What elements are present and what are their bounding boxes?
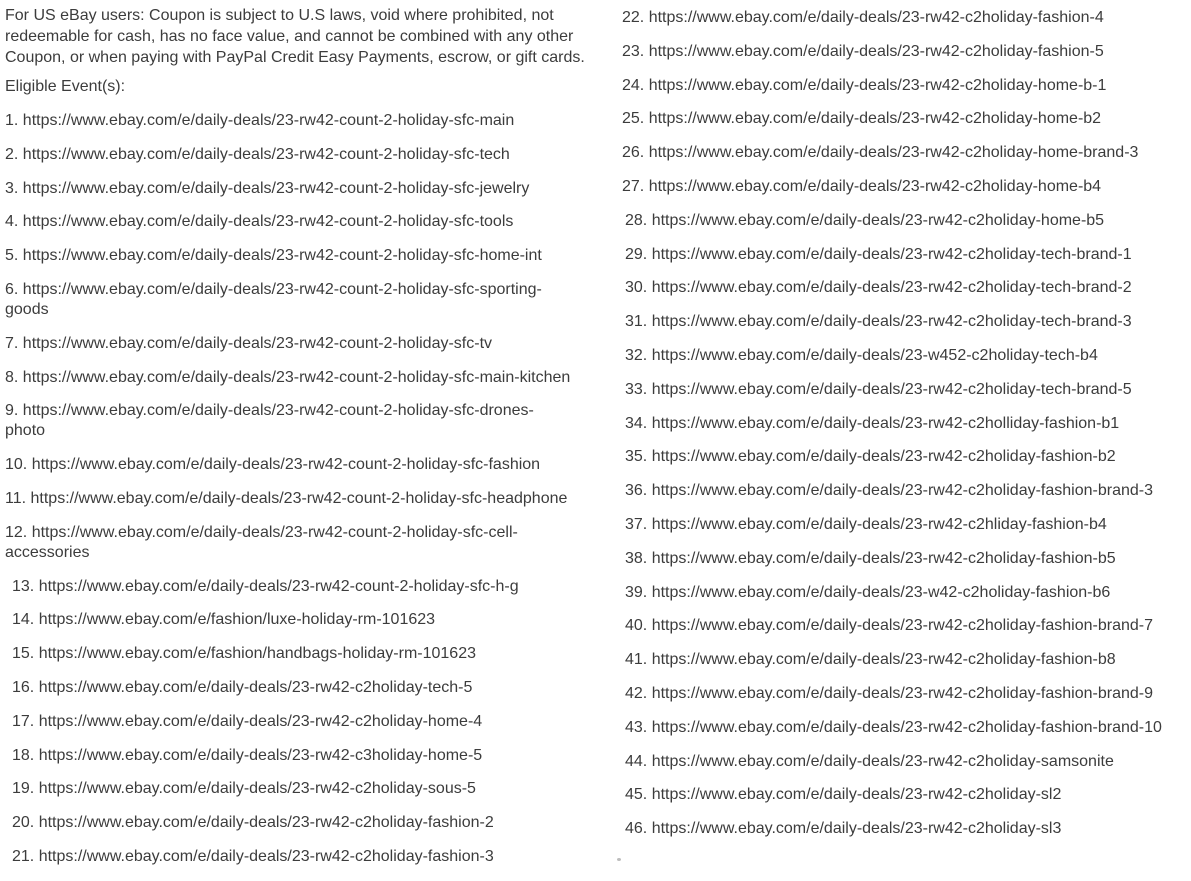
event-url-text: https://www.ebay.com/e/daily-deals/23-rw42-c2holiday-fashion-b8	[651, 651, 1116, 669]
event-url-item	[5, 179, 605, 199]
event-url-item	[622, 785, 1191, 805]
event-url-text: https://www.ebay.com/e/daily-deals/23-rw42-c2holiday-tech-brand-2	[651, 279, 1132, 297]
event-url-text: https://www.ebay.com/e/daily-deals/23-rw42-c2holiday-samsonite	[651, 752, 1114, 770]
event-url-item	[622, 76, 1191, 96]
event-url-item	[5, 712, 605, 732]
event-url-item	[5, 678, 605, 698]
event-url-text: https://www.ebay.com/e/daily-deals/23-rw42-count-2-holiday-sfc-main	[22, 112, 515, 129]
event-url-text: https://www.ebay.com/e/daily-deals/23-rw42-count-2-holiday-sfc-tv	[22, 334, 493, 352]
event-url-text: https://www.ebay.com/e/daily-deals/23-rw42-count-2-holiday-sfc-cell-accessories	[5, 523, 518, 561]
item-number: 25.	[622, 110, 645, 128]
event-url-item	[622, 447, 1191, 467]
item-number: 42.	[625, 684, 648, 702]
item-number: 43.	[625, 718, 648, 736]
item-number: 21.	[12, 847, 35, 865]
event-url-item	[5, 779, 605, 799]
item-number: 19.	[12, 780, 35, 798]
event-url-text: https://www.ebay.com/e/daily-deals/23-rw42-c2holiday-fashion-2	[38, 814, 494, 832]
item-number: 20.	[12, 814, 35, 832]
event-url-text: https://www.ebay.com/e/daily-deals/23-rw42-c2holiday-fashion-3	[38, 847, 494, 865]
event-url-text: https://www.ebay.com/e/daily-deals/23-rw42-c2holiday-fashion-brand-3	[651, 482, 1153, 500]
item-number: 4.	[5, 213, 19, 231]
item-number: 36.	[625, 482, 648, 500]
event-url-item	[5, 368, 605, 388]
event-url-text: https://www.ebay.com/e/fashion/handbags-holiday-rm-101623	[38, 645, 476, 663]
event-url-item	[622, 211, 1191, 231]
item-number: 15.	[12, 645, 35, 663]
stray-mark	[617, 858, 621, 861]
event-url-text: https://www.ebay.com/e/daily-deals/23-rw42-count-2-holiday-sfc-sporting-goods	[5, 280, 542, 318]
event-url-text: https://www.ebay.com/e/daily-deals/23-rw42-c2holiday-tech-brand-3	[651, 313, 1132, 331]
event-url-text: https://www.ebay.com/e/daily-deals/23-rw42-count-2-holiday-sfc-drones-photo	[5, 402, 534, 440]
item-number: 9.	[5, 402, 19, 420]
event-url-item	[5, 280, 554, 320]
event-url-item	[5, 401, 545, 441]
item-number: 24.	[622, 76, 645, 94]
event-url-text: https://www.ebay.com/e/daily-deals/23-rw42-c2holliday-fashion-b1	[651, 414, 1120, 432]
event-url-text: https://www.ebay.com/e/daily-deals/23-rw42-c2holiday-home-b2	[648, 110, 1102, 128]
event-url-item	[622, 143, 1191, 163]
event-url-item	[5, 334, 605, 354]
event-url-text: https://www.ebay.com/e/daily-deals/23-rw42-c2holiday-tech-brand-1	[651, 245, 1132, 263]
item-number: 2.	[5, 145, 19, 163]
event-url-text: https://www.ebay.com/e/daily-deals/23-rw42-c2hliday-fashion-b4	[651, 515, 1107, 533]
event-url-item	[622, 819, 1191, 839]
event-url-item	[5, 577, 605, 597]
event-url-text: https://www.ebay.com/e/daily-deals/23-rw42-count-2-holiday-sfc-jewelry	[22, 179, 530, 197]
item-number: 8.	[5, 368, 19, 386]
item-number: 32.	[625, 346, 648, 364]
event-url-text: https://www.ebay.com/e/daily-deals/23-rw42-count-2-holiday-sfc-main-kitchen	[22, 368, 571, 386]
item-number: 30.	[625, 279, 648, 297]
event-url-text: https://www.ebay.com/e/daily-deals/23-rw42-c2holiday-fashion-b2	[651, 448, 1116, 466]
eligible-events-heading: Eligible Event(s):	[5, 78, 126, 95]
item-number: 28.	[625, 211, 648, 229]
event-url-item	[5, 145, 605, 165]
event-url-text: https://www.ebay.com/e/daily-deals/23-rw42-count-2-holiday-sfc-tools	[22, 213, 514, 231]
item-number: 46.	[625, 820, 648, 838]
item-number: 12.	[5, 523, 28, 541]
item-number: 6.	[5, 280, 19, 298]
event-url-item	[622, 481, 1191, 501]
left-column	[5, 5, 605, 881]
event-url-item	[622, 515, 1191, 535]
item-number: 5.	[5, 247, 19, 265]
event-url-text: https://www.ebay.com/e/daily-deals/23-rw42-count-2-holiday-sfc-home-int	[22, 247, 542, 265]
event-url-item	[5, 644, 605, 664]
event-url-item	[622, 718, 1191, 738]
item-number: 23.	[622, 42, 645, 60]
item-number: 37.	[625, 515, 648, 533]
event-url-item	[622, 684, 1191, 704]
item-number: 29.	[625, 245, 648, 263]
event-url-text: https://www.ebay.com/e/fashion/luxe-holiday-rm-101623	[38, 611, 436, 629]
item-number: 35.	[625, 448, 648, 466]
item-number: 44.	[625, 752, 648, 770]
item-number: 33.	[625, 380, 648, 398]
event-url-item	[5, 212, 605, 232]
event-url-text: https://www.ebay.com/e/daily-deals/23-rw42-c2holiday-home-4	[38, 712, 483, 730]
event-url-text: https://www.ebay.com/e/daily-deals/23-rw42-c3holiday-home-5	[38, 746, 483, 764]
event-url-text: https://www.ebay.com/e/daily-deals/23-rw42-count-2-holiday-sfc-h-g	[38, 577, 519, 595]
event-url-text: https://www.ebay.com/e/daily-deals/23-rw42-c2holiday-home-brand-3	[648, 144, 1139, 162]
item-number: 31.	[625, 313, 648, 331]
event-url-item	[622, 583, 1191, 603]
event-url-item	[5, 455, 605, 475]
item-number: 7.	[5, 334, 19, 352]
event-url-item	[622, 346, 1191, 366]
event-url-item	[622, 549, 1191, 569]
event-url-text: https://www.ebay.com/e/daily-deals/23-rw42-c2holiday-home-b-1	[648, 76, 1107, 94]
event-url-item	[622, 42, 1191, 62]
coupon-terms-paragraph: For US eBay users: Coupon is subject to U.S laws, void where prohibited, not redeemable for cash, has no face value, and cannot be combined with any other Coupon, or when paying with PayPal Credit Easy Payments, escrow, or gift cards.	[5, 7, 585, 66]
item-number: 38.	[625, 549, 648, 567]
event-url-text: https://www.ebay.com/e/daily-deals/23-rw42-c2holiday-home-b4	[648, 177, 1102, 195]
event-url-text: https://www.ebay.com/e/daily-deals/23-rw42-c2holiday-fashion-b5	[651, 549, 1116, 567]
item-number: 40.	[625, 617, 648, 635]
event-url-text: https://www.ebay.com/e/daily-deals/23-rw42-count-2-holiday-sfc-tech	[22, 145, 510, 163]
item-number: 16.	[12, 678, 35, 696]
event-url-item	[622, 380, 1191, 400]
item-number: 14.	[12, 611, 35, 629]
item-number: 34.	[625, 414, 648, 432]
right-column	[622, 5, 1191, 853]
event-url-item	[622, 312, 1191, 332]
item-number: 45.	[625, 786, 648, 804]
item-number: 18.	[12, 746, 35, 764]
item-number: 41.	[625, 651, 648, 669]
event-url-text: https://www.ebay.com/e/daily-deals/23-rw42-c2holiday-fashion-brand-9	[651, 684, 1153, 702]
item-number: 22.	[622, 9, 645, 26]
event-url-item	[622, 8, 1191, 28]
event-url-item	[5, 523, 550, 563]
event-url-item	[5, 847, 605, 867]
event-url-text: https://www.ebay.com/e/daily-deals/23-rw42-c2holiday-sl2	[651, 786, 1062, 804]
event-url-text: https://www.ebay.com/e/daily-deals/23-rw42-c2holiday-fashion-5	[648, 42, 1104, 60]
item-number: 27.	[622, 177, 645, 195]
event-url-text: https://www.ebay.com/e/daily-deals/23-rw42-c2holiday-tech-brand-5	[651, 380, 1132, 398]
event-url-item	[5, 246, 605, 266]
event-url-text: https://www.ebay.com/e/daily-deals/23-w42-c2holiday-fashion-b6	[651, 583, 1111, 601]
item-number: 13.	[12, 577, 35, 595]
event-url-item	[5, 111, 605, 131]
event-url-text: https://www.ebay.com/e/daily-deals/23-rw42-c2holiday-sl3	[651, 820, 1062, 838]
event-url-item	[5, 746, 605, 766]
event-url-text: https://www.ebay.com/e/daily-deals/23-rw42-c2holiday-tech-5	[38, 678, 473, 696]
event-url-item	[622, 616, 1191, 636]
item-number: 11.	[5, 489, 27, 507]
event-url-list-left	[5, 111, 605, 867]
item-number: 26.	[622, 144, 645, 162]
item-number: 10.	[5, 456, 28, 474]
item-number: 1.	[5, 112, 19, 129]
event-url-list-right	[622, 8, 1191, 839]
item-number: 17.	[12, 712, 35, 730]
event-url-text: https://www.ebay.com/e/daily-deals/23-rw42-c2holiday-fashion-brand-10	[651, 718, 1162, 736]
event-url-text: https://www.ebay.com/e/daily-deals/23-w452-c2holiday-tech-b4	[651, 346, 1098, 364]
item-number: 39.	[625, 583, 648, 601]
event-url-text: https://www.ebay.com/e/daily-deals/23-rw42-c2holiday-home-b5	[651, 211, 1105, 229]
event-url-text: https://www.ebay.com/e/daily-deals/23-rw42-count-2-holiday-sfc-fashion	[31, 456, 541, 474]
item-number: 3.	[5, 179, 19, 197]
event-url-text: https://www.ebay.com/e/daily-deals/23-rw42-c2holiday-fashion-brand-7	[651, 617, 1153, 635]
event-url-text: https://www.ebay.com/e/daily-deals/23-rw42-c2holiday-fashion-4	[648, 9, 1104, 26]
event-url-item	[622, 245, 1191, 265]
event-url-item	[5, 813, 605, 833]
event-url-item	[5, 610, 605, 630]
event-url-text: https://www.ebay.com/e/daily-deals/23-rw42-c2holiday-sous-5	[38, 780, 476, 798]
event-url-item	[622, 650, 1191, 670]
event-url-text: https://www.ebay.com/e/daily-deals/23-rw42-count-2-holiday-sfc-headphone	[30, 489, 568, 507]
event-url-item	[622, 414, 1191, 434]
event-url-item	[5, 489, 605, 509]
event-url-item	[622, 278, 1191, 298]
event-url-item	[622, 752, 1191, 772]
event-url-item	[622, 177, 1191, 197]
event-url-item	[622, 109, 1191, 129]
